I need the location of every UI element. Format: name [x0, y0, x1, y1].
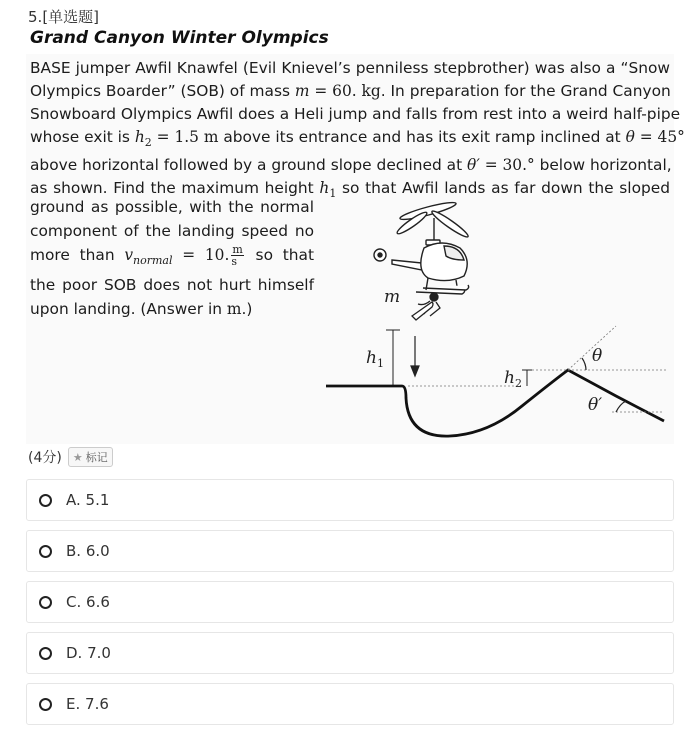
question-type: [单选题] [42, 8, 100, 26]
body-line-8: component of the landing speed no [30, 222, 314, 240]
mass-label: m [384, 287, 401, 307]
body-line-11: upon landing. (Answer in m.) [30, 300, 253, 319]
theta-arc [582, 358, 586, 370]
option-c[interactable]: C. 6.6 [26, 581, 674, 623]
body-line-9: more than $v_{normal} = 10$. $\frac{m}{s}$ so that [30, 243, 314, 268]
mark-label: 标记 [85, 451, 108, 464]
radio-icon[interactable] [39, 596, 52, 609]
body-line-7: ground as possible, with the normal [30, 198, 314, 216]
question-number: 5. [28, 8, 43, 26]
question-header [28, 6, 99, 27]
body-line-6: as shown. Find the maximum height $h_1$ so that Awfil lands as far down the sloped [30, 179, 671, 201]
star-icon: ★ [72, 450, 83, 464]
body-line-10: the poor SOB does not hurt himself [30, 276, 314, 295]
theta-prime-arc [616, 401, 626, 412]
theta-label: θ [592, 346, 603, 366]
option-d[interactable]: D. 7.0 [26, 632, 674, 674]
h2-marker [522, 370, 532, 386]
radio-icon[interactable] [39, 698, 52, 711]
body-line-2: Olympics Boarder” (SOB) of mass m = 60. kg. In preparation for the Grand Canyon [30, 82, 671, 100]
helicopter-icon [374, 200, 470, 294]
question-title: Grand Canyon Winter Olympics [30, 28, 329, 48]
mark-button[interactable] [68, 447, 113, 467]
radio-icon[interactable] [39, 545, 52, 558]
option-e[interactable]: E. 7.6 [26, 683, 674, 725]
body-line-3: Snowboard Olympics Awfil does a Heli jump and falls from rest into a weird half-pipe [30, 105, 681, 123]
points-label: (4分) [28, 450, 62, 466]
radio-icon[interactable] [39, 494, 52, 507]
body-line-5: above horizontal followed by a ground slope declined at θ′ = 30.° below horizontal, [30, 156, 672, 175]
physics-figure [320, 198, 672, 444]
fall-arrow [411, 336, 419, 376]
half-pipe-ground [326, 370, 664, 436]
question-body-continued [30, 195, 314, 321]
body-line-4: whose exit is $h_2 = 1.5$ m above its entrance and has its exit ramp inclined at θ = 45° [30, 128, 685, 150]
option-b[interactable]: B. 6.0 [26, 530, 674, 572]
h1-marker [386, 330, 400, 386]
h2-label: $h_2$ [504, 368, 522, 390]
question-body [30, 57, 685, 205]
option-a[interactable]: A. 5.1 [26, 479, 674, 521]
body-line-1: BASE jumper Awfil Knawfel (Evil Knievel’s penniless stepbrother) was also a “Snow [30, 59, 670, 77]
score-row [28, 447, 113, 467]
snowboarder-icon [412, 293, 440, 320]
radio-icon[interactable] [39, 647, 52, 660]
theta-prime-label: θ′ [588, 395, 603, 415]
h1-label: $h_1$ [366, 348, 384, 370]
